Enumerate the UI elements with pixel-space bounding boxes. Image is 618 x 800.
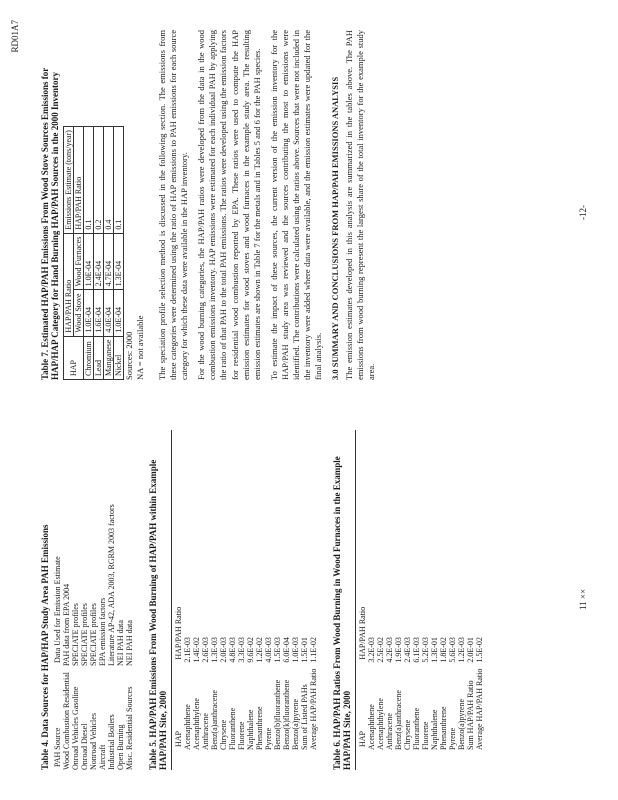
table-cell: PAH data from EPA 2004 (62, 583, 71, 666)
table-cell: 1.5E-02 (475, 637, 484, 663)
table-cell: 1.3E-01 (430, 637, 439, 663)
table-cell: 6.0E-04 (282, 637, 291, 663)
table7-note: Sources: 2000 (124, 331, 134, 380)
body-text (157, 30, 377, 380)
table-cell: 4.0E-04 (104, 290, 114, 336)
table-cell: Benz(a)anthracene (210, 690, 219, 750)
table-cell: 1.3E-04 (114, 233, 124, 290)
table-cell: Anthracene (385, 713, 394, 750)
page-number-bottom: -12- (578, 205, 588, 220)
table-cell: Onroad Diesel (80, 723, 89, 770)
table-cell: Misc. Residential Sources (125, 686, 134, 770)
table6-row (475, 604, 484, 750)
table-cell: Average HAP/PAH Ratio (309, 668, 318, 750)
table4-block (40, 430, 134, 770)
table-cell: 6.1E-03 (412, 637, 421, 663)
table7-row (114, 127, 124, 380)
table-cell: Anthracene (201, 713, 210, 750)
table-cell: Acenaphthylene (376, 698, 385, 750)
table-cell: Naphthalene (430, 709, 439, 750)
left-column (40, 430, 484, 770)
divider (355, 430, 356, 770)
left-page-footer: 11 ×× (578, 588, 588, 610)
table5-row (246, 604, 255, 750)
table-cell: Open Burning (116, 724, 125, 770)
table6-row (376, 604, 385, 750)
table5-caption: Table 5. HAP/PAH Emissions From Wood Burning of HAP/PAH within Example HAP/PAH Site, 2000 (148, 459, 168, 770)
table7-group-header: Emissions Estimate (tons/year) (64, 127, 74, 234)
table4-row (98, 498, 107, 770)
paragraph: To estimate the impact of these sources, the current version of the emission inventory for the HAP/PAH study area was reviewed and the sources contributing the most to emissions were identified. The contributions were calculated using the ratios above. Sources that were not included in the inventory were added where data were available, and the emission estimates were updated for the final analysis. (268, 30, 323, 380)
table-cell: Aircraft (98, 744, 107, 770)
table5-row (300, 604, 309, 750)
table7 (63, 126, 124, 380)
table-cell: 5.6E-03 (448, 637, 457, 663)
table-cell: Benzo(a)pyrene (291, 698, 300, 750)
table-cell: Chrysene (403, 719, 412, 750)
table-cell: 1.0E-04 (114, 290, 124, 336)
table-cell: Fluorene (421, 721, 430, 750)
table6-row (457, 604, 466, 750)
table-cell: 1.5E-01 (300, 637, 309, 663)
table-cell: NEI PAH data (125, 620, 134, 666)
table-cell: 0.4 (104, 127, 114, 234)
table-cell: Benzo(b)fluoranthene (273, 679, 282, 750)
table-cell: 2.1E-03 (183, 637, 192, 663)
table5-row (201, 604, 210, 750)
table-cell: 2.4E-03 (403, 637, 412, 663)
table-cell: Benzo(k)fluoranthene (282, 679, 291, 750)
table7-block (40, 30, 145, 380)
table-cell: 1.2E-02 (255, 637, 264, 663)
table-cell: Naphthalene (246, 709, 255, 750)
table6-row (448, 604, 457, 750)
table6-header: HAP/PAH Ratio (358, 606, 367, 660)
table4 (53, 498, 134, 770)
table-cell: SPECIATE profiles (80, 603, 89, 666)
table7-caption: Table 7. Estimated HAP/PAH Emissions From Wood Stove Sources Emissions for HAP/HAP Category for Hand Burning HAP/PAH Sources in the 2000 Inventory (40, 67, 60, 380)
table5-header: HAP/PAH Ratio (174, 606, 183, 660)
table6 (358, 604, 484, 750)
table-cell: 0.1 (84, 127, 94, 234)
table-cell: Onroad Vehicles Gasoline (71, 686, 80, 770)
table4-row (89, 498, 98, 770)
table-cell: Chrysene (219, 719, 228, 750)
table5-row (192, 604, 201, 750)
table-cell: Fluoranthene (228, 707, 237, 750)
table5-row (210, 604, 219, 750)
table-cell: 1.2E-03 (457, 637, 466, 663)
table-cell: 2.6E-03 (201, 637, 210, 663)
table-cell: Average HAP/PAH Ratio (475, 668, 484, 750)
table-cell: 2.0E-01 (466, 637, 475, 663)
table7-group-header: HAP/PAH Ratio (64, 233, 74, 336)
table5-row (255, 604, 264, 750)
table6-row (439, 604, 448, 750)
table-cell: Acenaphthene (367, 704, 376, 750)
table-cell: 2.0E-03 (219, 637, 228, 663)
table4-row (116, 498, 125, 770)
table5-row (264, 604, 273, 750)
table-cell: Sum of Listed PAHs (300, 684, 309, 750)
table-cell: SPECIATE profiles (71, 603, 80, 666)
table-cell: Pyrene (448, 727, 457, 750)
table-cell: Literature AP-42, ADA 2003, RGRM 2003 factors (107, 504, 116, 666)
table-cell: 0.2 (94, 127, 104, 234)
table5-header: HAP (174, 730, 183, 747)
table6-caption: Table 6. HAP/PAH Ratios From Wood Burning in Wood Furnaces in the Example HAP/PAH Site, 2000 (332, 456, 352, 770)
table-cell: Fluorene (237, 721, 246, 750)
table-cell: 1.9E-03 (394, 637, 403, 663)
table5-row (282, 604, 291, 750)
table-cell: Sum HAP/PAH Ratio (466, 680, 475, 750)
divider (171, 430, 172, 770)
paragraph: For the wood burning categories, the HAP/PAH ratios were developed from the data in the wood combustion emissions inventory. HAP emissions were estimated for each individual PAH by applying the ratio of that PAH to the total PAH emissions. The ratios were developed using the emission factors for residential wood combustion reported by EPA. These ratios were used to compute the HAP emission estimates for wood stoves and wood furnaces in the example study area. The resulting emission estimates are shown in Table 7 for the metals and in Tables 5 and 6 for the PAH species. (196, 30, 262, 380)
table-cell: Wood Combustion Residential (62, 671, 71, 770)
table-cell: SPECIATE profiles (89, 603, 98, 666)
table5 (174, 604, 318, 750)
right-column (40, 30, 383, 380)
table4-row (125, 498, 134, 770)
table6-row (367, 604, 376, 750)
paragraph: The speciation profile selection method is discussed in the following section. The emissions from these categories were determined using the ratio of HAP emissions to PAH emissions for each source category for which these data were available in the HAP inventory. (157, 30, 190, 380)
table5-row (228, 604, 237, 750)
table-cell: 1.0E-04 (84, 233, 94, 290)
table-cell: 9.6E-02 (246, 637, 255, 663)
table6-row (421, 604, 430, 750)
table-cell: Phenanthrene (255, 706, 264, 750)
table7-note: NA = not available (134, 315, 145, 380)
table-cell: 4.0E-03 (264, 637, 273, 663)
table7-header: Wood Stove (74, 290, 84, 336)
table4-header: PAH Source (53, 727, 62, 767)
table-cell: 1.4E-02 (192, 637, 201, 663)
table4-caption: Table 4. Data Sources for HAP/HAP Study Area PAH Emissions (40, 524, 50, 770)
table7-row (94, 127, 104, 380)
table-cell: 1.1E-02 (309, 637, 318, 663)
table5-row (219, 604, 228, 750)
table4-row (107, 498, 116, 770)
table-cell: 4.7E-04 (104, 233, 114, 290)
table5-row (309, 604, 318, 750)
table6-row (466, 604, 475, 750)
section-heading: 3.0 SUMMARY AND CONCLUSIONS FROM HAP/PAH EMISSIONS ANALYSIS (329, 76, 340, 380)
table5-block (148, 430, 318, 770)
table-cell: 0.1 (114, 127, 124, 234)
table-cell: 1.3E-03 (210, 637, 219, 663)
table-cell: Acenaphthene (183, 704, 192, 750)
table-cell: Pyrene (264, 727, 273, 750)
table-cell: Benz(a)anthracene (394, 690, 403, 750)
table7-header: Wood Furnaces (74, 233, 84, 290)
table-cell: EPA emission factors (98, 597, 107, 666)
table6-row (385, 604, 394, 750)
table4-row (62, 498, 71, 770)
page-number: RD01A7 (10, 20, 20, 53)
table6-row (430, 604, 439, 750)
table5-row (273, 604, 282, 750)
table6-row (412, 604, 421, 750)
table4-row (71, 498, 80, 770)
table6-row (403, 604, 412, 750)
table6-header: HAP (358, 730, 367, 747)
table-cell: Nickel (114, 336, 124, 379)
table-cell: Chromium (84, 336, 94, 379)
table-cell: 1.0E-03 (291, 637, 300, 663)
table-cell: Lead (94, 336, 104, 379)
table-cell: 5.2E-03 (421, 637, 430, 663)
table7-header: HAP (64, 336, 84, 379)
table7-row (104, 127, 114, 380)
table5-row (237, 604, 246, 750)
table7-header: HAP/PAH Ratio (74, 127, 84, 234)
table-cell: Fluoranthene (412, 707, 421, 750)
table-cell: Acenaphthylene (192, 698, 201, 750)
table-cell: 1.6E-04 (94, 290, 104, 336)
table-cell: Manganese (104, 336, 114, 379)
table-cell: 1.8E-02 (439, 637, 448, 663)
table-cell: 4.2E-03 (385, 637, 394, 663)
table7-row (84, 127, 94, 380)
table5-row (291, 604, 300, 750)
table-cell: 3.2E-03 (367, 637, 376, 663)
table-cell: Phenanthrene (439, 706, 448, 750)
table-cell: Benzo(a)pyrene (457, 698, 466, 750)
table-cell: 2.4E-04 (94, 233, 104, 290)
table6-row (394, 604, 403, 750)
table-cell: Industrial Boilers (107, 714, 116, 770)
table-cell: Nonroad Vehicles (89, 713, 98, 770)
table5-row (183, 604, 192, 750)
table-cell: 1.5E-03 (273, 637, 282, 663)
table-cell: NEI PAH data (116, 620, 125, 666)
paragraph: The emission estimates developed in this analysis are summarized in the tables above. The PAH emissions from wood burning represent the largest share of the total inventory for the example study area. (343, 30, 376, 380)
table4-header: Data Used for Emission Estimate (53, 556, 62, 663)
table6-block (332, 430, 484, 770)
table-cell: 4.8E-03 (228, 637, 237, 663)
table4-row (80, 498, 89, 770)
table-cell: 1.0E-04 (84, 290, 94, 336)
table-cell: 2.5E-02 (376, 637, 385, 663)
table-cell: 3.3E-03 (237, 637, 246, 663)
